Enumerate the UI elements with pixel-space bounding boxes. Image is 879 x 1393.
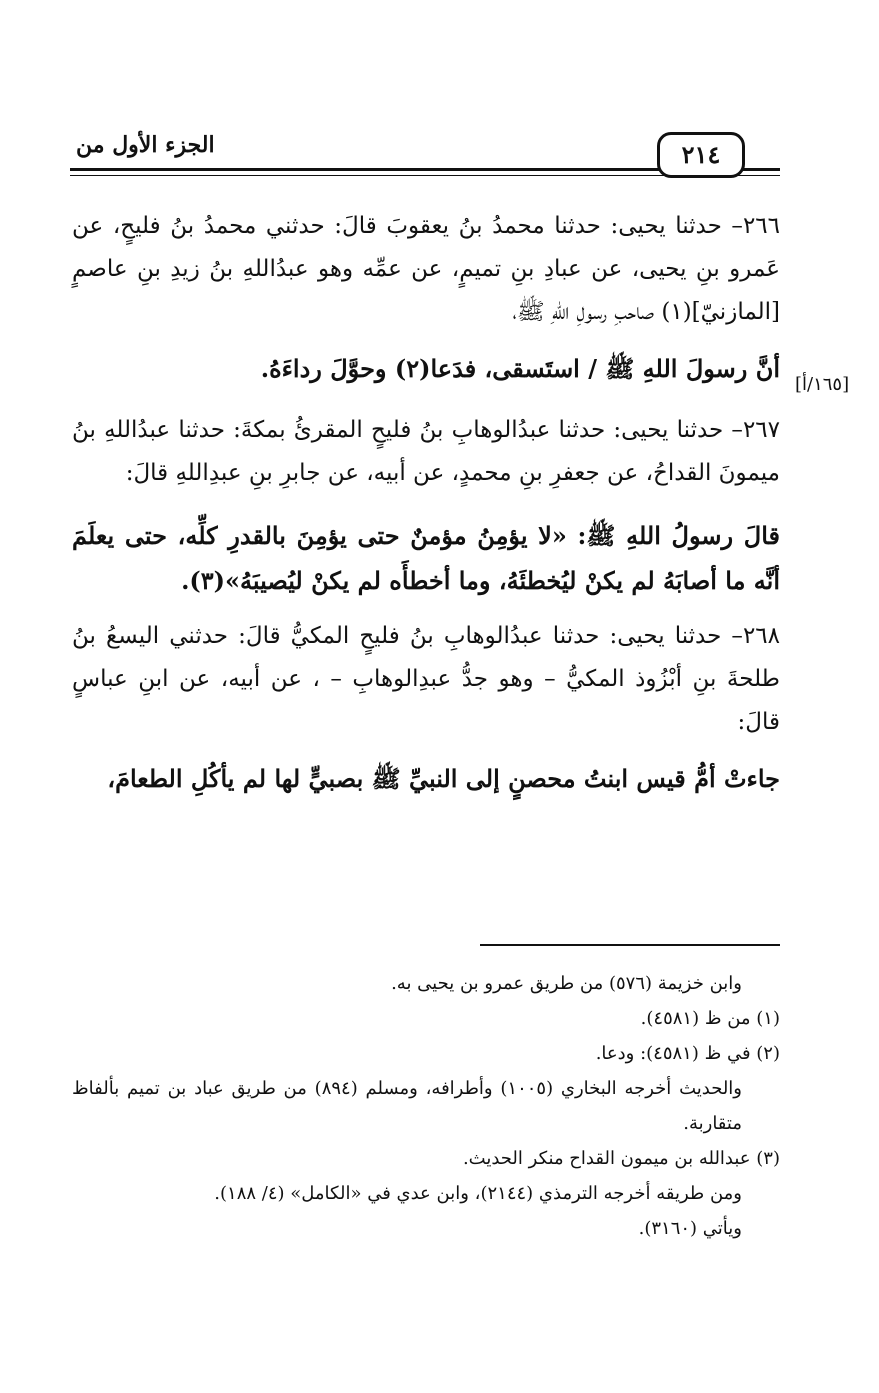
footnote-1: (١) من ظ (٤٥٨١).	[640, 1008, 780, 1029]
footnote-separator	[480, 944, 780, 946]
footnote-3-source: ومن طريقه أخرجه الترمذي (٢١٤٤)، وابن عدي في «الكامل» (٤/ ١٨٨).	[214, 1183, 742, 1204]
hadith-266-isnad: ٢٦٦– حدثنا يحيى: حدثنا محمدُ بنُ يعقوبَ قالَ: حدثني محمدُ بنُ فليحٍ، عن عَمرو بنِ يحيى، عن عبادِ بنِ تميمٍ، عن عمِّه وهو عبدُاللهِ بنُ زيدِ بنِ عاصمٍ [المازنيّ](١) صاحبِ رسولِ اللهِ ﷺ،	[72, 213, 780, 325]
hadith-267-matn: قالَ رسولُ اللهِ ﷺ: «لا يؤمِنُ مؤمنٌ حتى يؤمِنَ بالقدرِ كلِّه، حتى يعلَمَ أنَّه ما أصابَهُ لم يكنْ ليُخطئَهُ، وما أخطأَه لم يكنْ ليُصيبَهُ»(٣).	[72, 521, 780, 595]
hadith-268-isnad: ٢٦٨– حدثنا يحيى: حدثنا عبدُالوهابِ بنُ فليحٍ المكيُّ قالَ: حدثني اليسعُ بنُ طلحةَ بنِ أبْزُوذ المكيُّ – وهو جدُّ عبدِالوهابِ – ، عن أبيه، عن ابنِ عباسٍ قالَ:	[72, 623, 780, 735]
hadith-268-matn: جاءتْ أمُّ قيس ابنتُ محصنٍ إلى النبيِّ ﷺ بصبيٍّ لها لم يأكُلِ الطعامَ،	[107, 764, 780, 793]
footnote-3-crossref: ويأتي (٣١٦٠).	[638, 1218, 742, 1239]
footnote-2-note: والحديث أخرجه البخاري (١٠٠٥) وأطرافه، ومسلم (٨٩٤) من طريق عباد بن تميم بألفاظ متقاربة.	[72, 1078, 742, 1134]
footnote-3: (٣) عبدالله بن ميمون القداح منكر الحديث.	[462, 1148, 780, 1169]
running-title: الجزء الأول من	[76, 132, 215, 158]
page-header	[70, 132, 780, 182]
footnote-2: (٢) في ظ (٤٥٨١): ودعا.	[595, 1043, 780, 1064]
page-number: ٢١٤	[657, 132, 745, 178]
main-text	[72, 205, 780, 801]
hadith-267-isnad: ٢٦٧– حدثنا يحيى: حدثنا عبدُالوهابِ بنُ فليحٍ المقرئُ بمكةَ: حدثنا عبدُاللهِ بنُ ميمونَ القداحُ، عن جعفرِ بنِ محمدٍ، عن أبيه، عن جابرِ بنِ عبدِاللهِ قالَ:	[72, 417, 780, 486]
hadith-266-matn: أنَّ رسولَ اللهِ ﷺ / استَسقى، فدَعا(٢) وحوَّلَ رداءَهُ.	[260, 354, 780, 383]
footnotes	[72, 966, 780, 1246]
manuscript-folio-marker: [١٦٥/أ]	[795, 374, 850, 395]
footnote-continuation: وابن خزيمة (٥٧٦) من طريق عمرو بن يحيى به.	[391, 973, 742, 994]
